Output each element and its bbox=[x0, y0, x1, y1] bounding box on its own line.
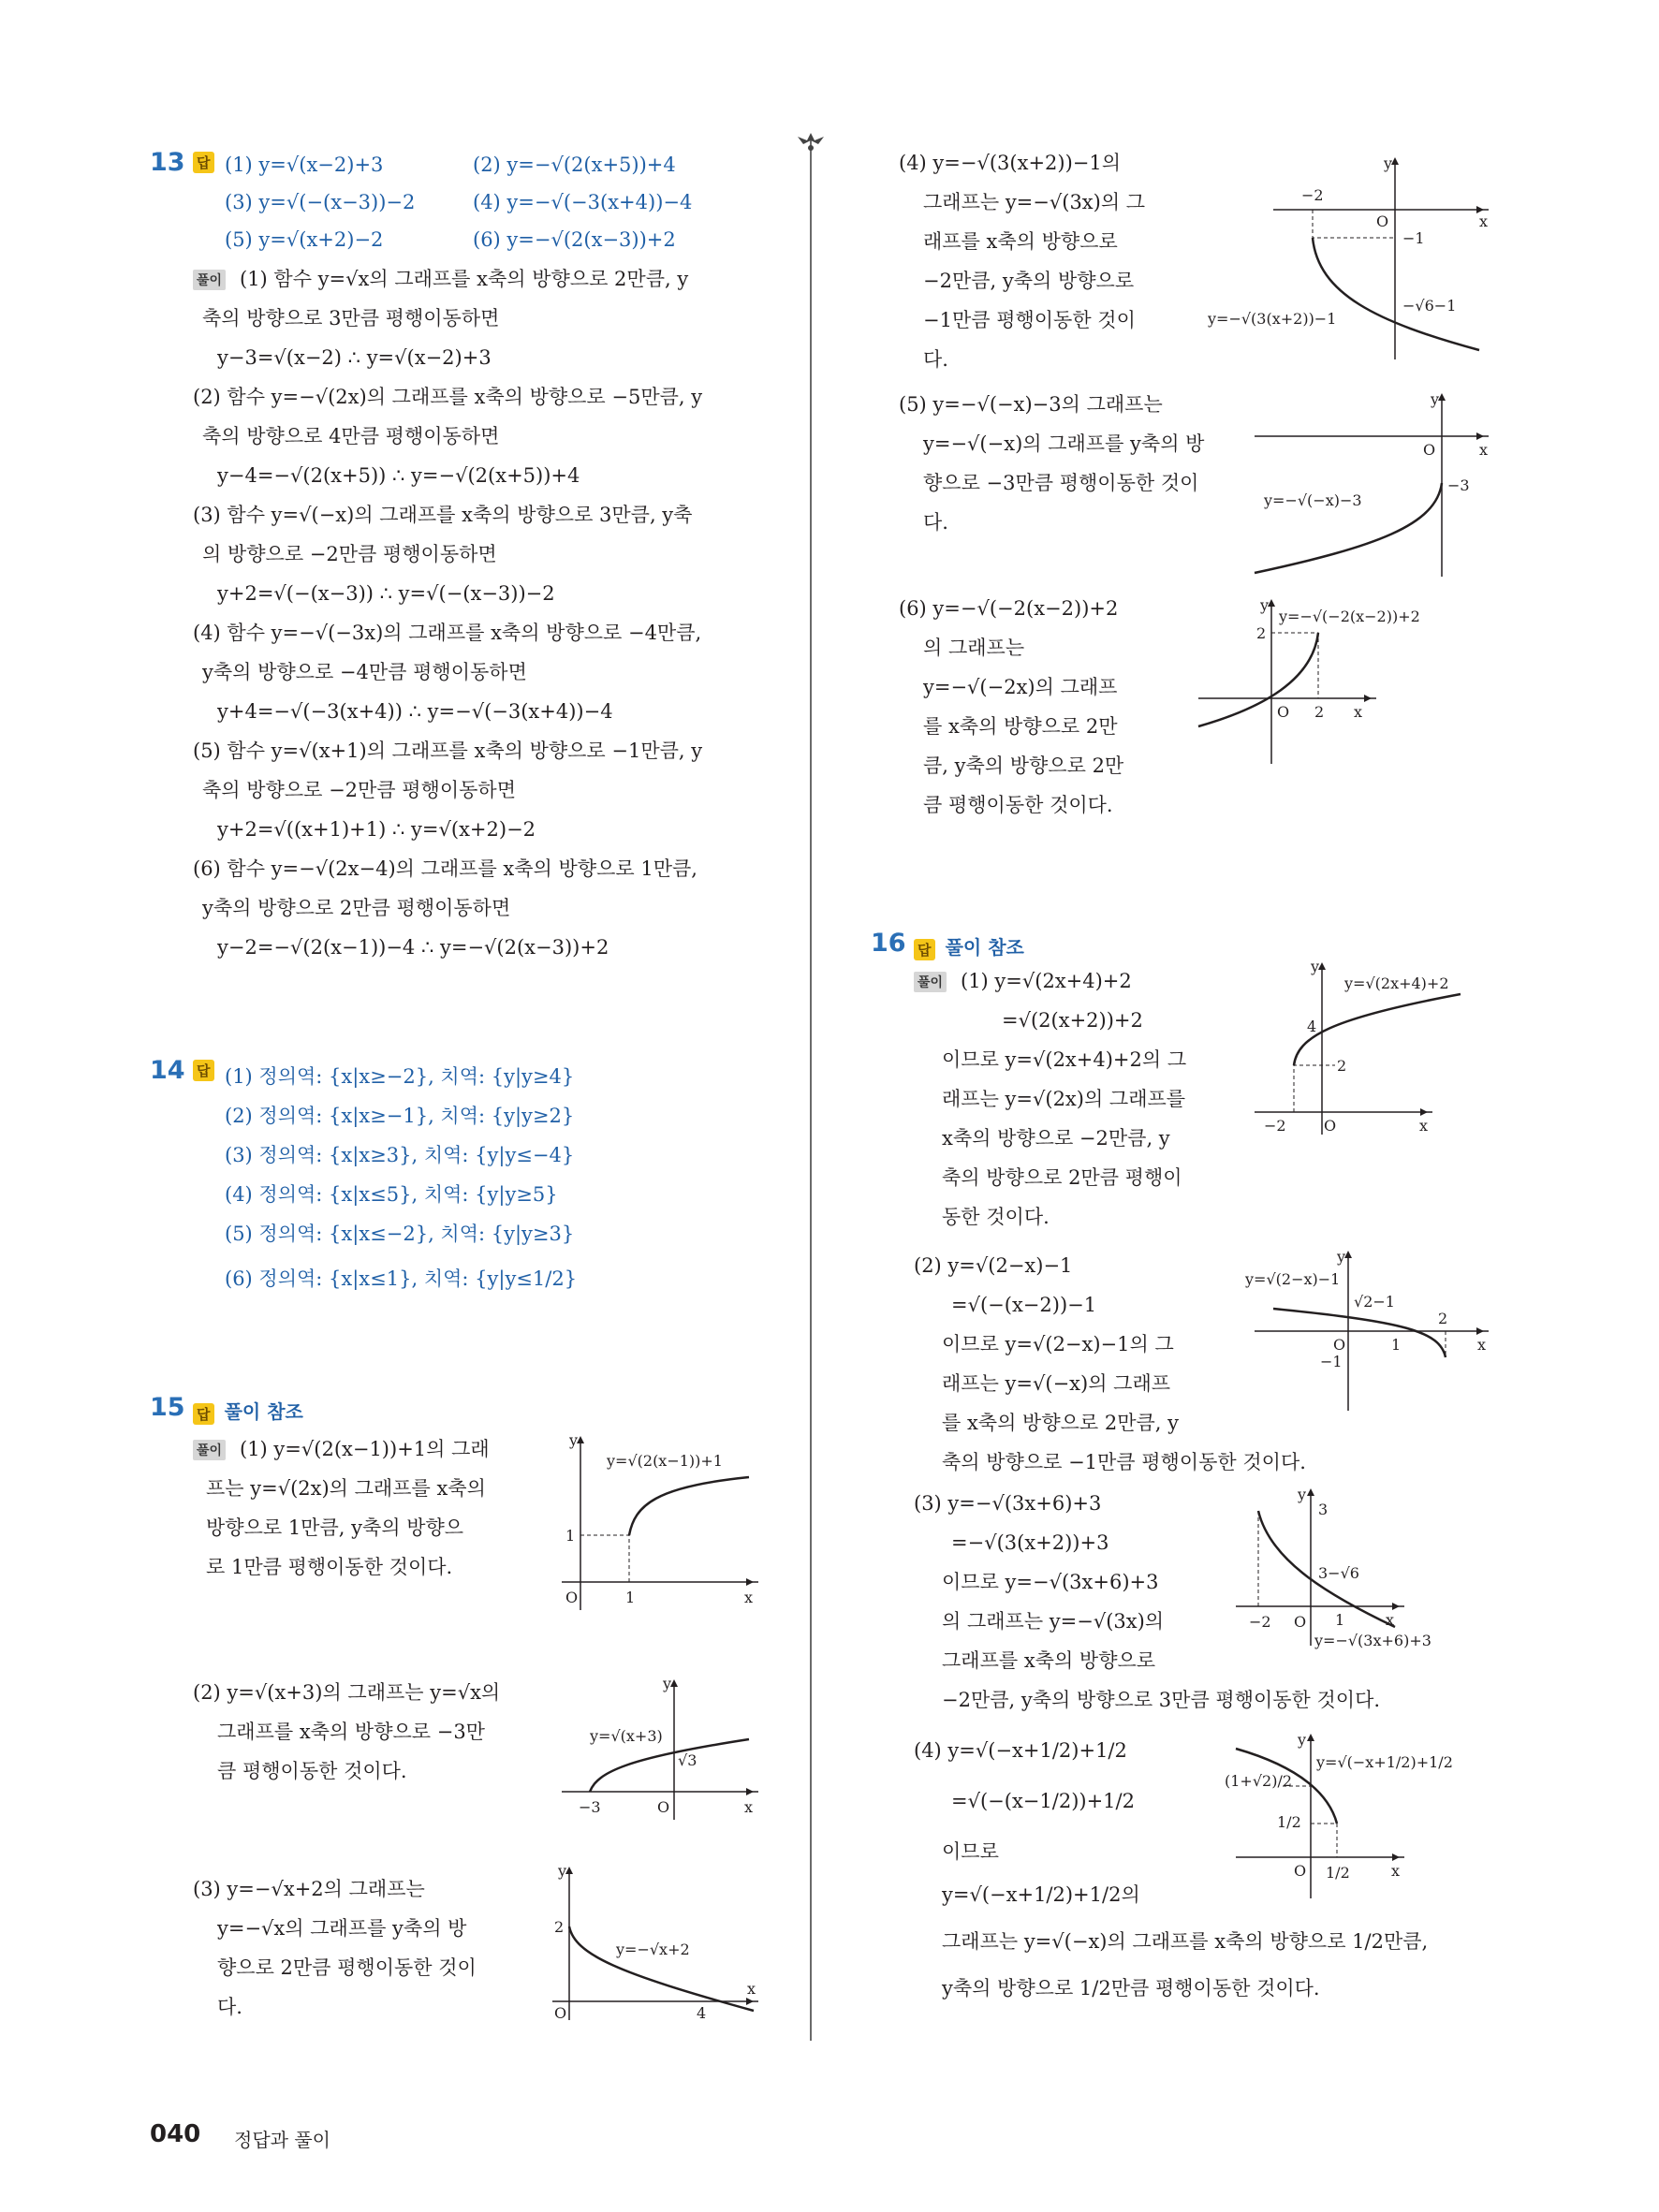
answer-badge: 답 bbox=[193, 1060, 214, 1081]
answer-2: (2) y=−√(2(x+5))+4 bbox=[473, 154, 676, 176]
tick-label: −1 bbox=[1402, 229, 1425, 247]
problem-15-part-4 bbox=[899, 154, 1498, 397]
graph-15-2 bbox=[552, 1674, 768, 1824]
solution-line: y축의 방향으로 2만큼 평행이동하면 bbox=[202, 897, 511, 919]
solution-line: 축의 방향으로 3만큼 평행이동하면 bbox=[202, 307, 500, 330]
problem-number: 16 bbox=[871, 929, 906, 958]
solution-line: =√(−(x−1/2))+1/2 bbox=[951, 1790, 1135, 1812]
page-title: 정답과 풀이 bbox=[234, 2129, 330, 2151]
origin-label: O bbox=[1376, 212, 1389, 230]
y-axis-label: y bbox=[1384, 154, 1393, 172]
graph-15-5 bbox=[1236, 389, 1498, 586]
tick-label: 1 bbox=[565, 1527, 576, 1545]
solution-line: 큼 평행이동한 것이다. bbox=[923, 794, 1113, 816]
graph-equation: y=−√(3x+6)+3 bbox=[1314, 1632, 1431, 1649]
solution-line: 축의 방향으로 2만큼 평행이 bbox=[942, 1166, 1182, 1189]
x-axis-label: x bbox=[744, 1798, 754, 1816]
tick-label: √2−1 bbox=[1354, 1293, 1395, 1311]
graph-equation: y=√(x+3) bbox=[590, 1727, 663, 1745]
tick-label: 1/2 bbox=[1277, 1813, 1301, 1831]
tick-label: √3 bbox=[678, 1751, 697, 1769]
solution-line: 그래프는 y=√(−x)의 그래프를 x축의 방향으로 1/2만큼, bbox=[942, 1930, 1429, 1953]
y-axis-label: y bbox=[1298, 1487, 1307, 1503]
origin-label: O bbox=[565, 1589, 579, 1606]
origin-label: O bbox=[1294, 1613, 1307, 1631]
solution-line: 이므로 bbox=[942, 1840, 999, 1863]
solution-line: (1) y=√(2(x−1))+1의 그래 bbox=[240, 1438, 490, 1460]
answer-4: (4) y=−√(−3(x+4))−4 bbox=[473, 191, 693, 213]
origin-label: O bbox=[1277, 703, 1290, 721]
graph-15-4 bbox=[1208, 154, 1498, 369]
solution-line: 다. bbox=[217, 1996, 242, 2018]
solution-line: 이므로 y=−√(3x+6)+3 bbox=[942, 1571, 1159, 1593]
solution-line: 그래프를 x축의 방향으로 bbox=[942, 1649, 1156, 1672]
solution-line: y=−√(−2x)의 그래프 bbox=[923, 676, 1118, 698]
ornament-icon bbox=[792, 129, 830, 157]
y-axis-label: y bbox=[663, 1675, 672, 1692]
solution-line: (4) 함수 y=−√(−3x)의 그래프를 x축의 방향으로 −4만큼, bbox=[193, 622, 702, 644]
solution-line: 다. bbox=[923, 511, 948, 534]
solution-line: −1만큼 평행이동한 것이 bbox=[923, 309, 1136, 331]
answer-5: (5) y=√(x+2)−2 bbox=[225, 228, 384, 251]
y-axis-label: y bbox=[1337, 1248, 1346, 1266]
solution-badge: 풀이 bbox=[193, 270, 226, 290]
solution-line: (1) y=√(2x+4)+2 bbox=[961, 970, 1132, 992]
answer-4: (4) 정의역: {x|x≤5}, 치역: {y|y≥5} bbox=[225, 1183, 558, 1206]
answer-6: (6) y=−√(2(x−3))+2 bbox=[473, 228, 676, 251]
graph-15-6 bbox=[1189, 595, 1498, 773]
tick-label: −√6−1 bbox=[1402, 297, 1457, 315]
tick-label: −3 bbox=[579, 1798, 601, 1816]
solution-line: =√(2(x+2))+2 bbox=[1002, 1009, 1143, 1032]
solution-line: (4) y=√(−x+1/2)+1/2 bbox=[914, 1739, 1127, 1762]
solution-line: (6) y=−√(−2(x−2))+2 bbox=[899, 597, 1119, 620]
graph-equation: y=−√(−2(x−2))+2 bbox=[1279, 608, 1420, 625]
x-axis-label: x bbox=[1477, 1336, 1487, 1354]
solution-line: y=−√(−x)의 그래프를 y축의 방 bbox=[923, 432, 1205, 455]
problem-number: 13 bbox=[150, 148, 185, 177]
tick-label: 4 bbox=[1307, 1018, 1317, 1035]
solution-line: x축의 방향으로 −2만큼, y bbox=[942, 1127, 1170, 1150]
y-axis-label: y bbox=[1431, 390, 1440, 408]
solution-line: y=√(−x+1/2)+1/2의 bbox=[942, 1883, 1140, 1906]
solution-badge: 풀이 bbox=[193, 1440, 226, 1460]
solution-line: 축의 방향으로 −2만큼 평행이동하면 bbox=[202, 779, 516, 801]
answer-1: (1) y=√(x−2)+3 bbox=[225, 154, 384, 176]
solution-line: y−3=√(x−2) ∴ y=√(x−2)+3 bbox=[217, 346, 492, 369]
origin-label: O bbox=[1423, 441, 1436, 459]
graph-equation: y=−√(−x)−3 bbox=[1264, 491, 1362, 509]
solution-line: 이므로 y=√(2x+4)+2의 그 bbox=[942, 1048, 1187, 1071]
solution-line: (5) y=−√(−x)−3의 그래프는 bbox=[899, 393, 1163, 416]
x-axis-label: x bbox=[1479, 212, 1489, 230]
graph-equation: y=√(2x+4)+2 bbox=[1344, 974, 1449, 992]
solution-line: y+4=−√(−3(x+4)) ∴ y=−√(−3(x+4))−4 bbox=[217, 700, 613, 723]
solution-line: 그래프는 y=−√(3x)의 그 bbox=[923, 191, 1146, 213]
y-axis-label: y bbox=[558, 1862, 567, 1880]
solution-line: 축의 방향으로 −1만큼 평행이동한 것이다. bbox=[942, 1451, 1306, 1473]
problem-16 bbox=[871, 929, 1498, 2052]
problem-15 bbox=[150, 1393, 768, 2048]
solution-line: y축의 방향으로 −4만큼 평행이동하면 bbox=[202, 661, 527, 683]
graph-equation: y=−√x+2 bbox=[616, 1941, 690, 1958]
graph-16-2 bbox=[1236, 1247, 1498, 1415]
x-axis-label: x bbox=[747, 1980, 756, 1998]
solution-line: 의 그래프는 y=−√(3x)의 bbox=[942, 1610, 1165, 1633]
y-axis-label: y bbox=[1311, 958, 1320, 975]
graph-16-1 bbox=[1245, 957, 1498, 1144]
tick-label: 4 bbox=[697, 2004, 707, 2022]
answer-badge: 답 bbox=[193, 152, 214, 173]
solution-line: 를 x축의 방향으로 2만큼, y bbox=[942, 1412, 1180, 1434]
solution-line: (3) y=−√(3x+6)+3 bbox=[914, 1492, 1102, 1515]
answer-3: (3) 정의역: {x|x≥3}, 치역: {y|y≤−4} bbox=[225, 1144, 575, 1166]
solution-line: −2만큼, y축의 방향으로 bbox=[923, 270, 1135, 292]
answer-2: (2) 정의역: {x|x≥−1}, 치역: {y|y≥2} bbox=[225, 1105, 575, 1127]
tick-label: 2 bbox=[1314, 703, 1325, 721]
x-axis-label: x bbox=[1479, 441, 1489, 459]
problem-number: 14 bbox=[150, 1056, 185, 1085]
solution-line: (1) 함수 y=√x의 그래프를 x축의 방향으로 2만큼, y bbox=[240, 268, 689, 290]
graph-equation: y=√(2(x−1))+1 bbox=[607, 1452, 723, 1470]
solution-line: 의 방향으로 −2만큼 평행이동하면 bbox=[202, 543, 497, 565]
tick-label: 2 bbox=[1256, 624, 1267, 642]
tick-label: 3 bbox=[1318, 1501, 1329, 1518]
y-axis-label: y bbox=[1298, 1731, 1307, 1749]
tick-label: −2 bbox=[1264, 1117, 1286, 1135]
solution-line: y−4=−√(2(x+5)) ∴ y=−√(2(x+5))+4 bbox=[217, 464, 580, 487]
x-axis-label: x bbox=[744, 1589, 754, 1606]
y-axis-label: y bbox=[1260, 596, 1270, 614]
solution-line: (6) 함수 y=−√(2x−4)의 그래프를 x축의 방향으로 1만큼, bbox=[193, 857, 697, 880]
graph-equation: y=−√(3(x+2))−1 bbox=[1208, 310, 1337, 328]
solution-line: y+2=√(−(x−3)) ∴ y=√(−(x−3))−2 bbox=[217, 582, 555, 605]
answer-3: (3) y=√(−(x−3))−2 bbox=[225, 191, 416, 213]
solution-line: 큼 평행이동한 것이다. bbox=[217, 1760, 407, 1782]
graph-16-3 bbox=[1217, 1487, 1498, 1655]
solution-line: y−2=−√(2(x−1))−4 ∴ y=−√(2(x−3))+2 bbox=[217, 936, 609, 959]
solution-line: 래프를 x축의 방향으로 bbox=[923, 230, 1118, 253]
solution-line: y+2=√((x+1)+1) ∴ y=√(x+2)−2 bbox=[217, 818, 536, 841]
tick-label: 1 bbox=[1391, 1336, 1402, 1354]
tick-label: −3 bbox=[1447, 476, 1470, 494]
solution-line: 프는 y=√(2x)의 그래프를 x축의 bbox=[206, 1477, 486, 1500]
problem-15-part-5 bbox=[899, 390, 1498, 582]
solution-line: =√(−(x−2))−1 bbox=[951, 1294, 1097, 1316]
solution-line: 의 그래프는 bbox=[923, 637, 1025, 659]
tick-label: (1+√2)/2 bbox=[1225, 1772, 1293, 1790]
solution-badge: 풀이 bbox=[914, 972, 947, 992]
origin-label: O bbox=[657, 1798, 670, 1816]
solution-line: 방향으로 1만큼, y축의 방향으 bbox=[206, 1516, 464, 1539]
problem-number: 15 bbox=[150, 1393, 185, 1422]
solution-line: 향으로 2만큼 평행이동한 것이 bbox=[217, 1956, 477, 1979]
tick-label: −2 bbox=[1301, 186, 1324, 204]
answer-text: 풀이 참조 bbox=[224, 1400, 303, 1423]
solution-line: (2) y=√(2−x)−1 bbox=[914, 1254, 1073, 1277]
graph-15-1 bbox=[552, 1430, 768, 1618]
solution-line: 래프는 y=√(−x)의 그래프 bbox=[942, 1372, 1171, 1395]
solution-line: 큼, y축의 방향으로 2만 bbox=[923, 754, 1124, 777]
problem-13 bbox=[150, 148, 768, 962]
problem-14 bbox=[150, 1056, 768, 1318]
solution-line: (4) y=−√(3(x+2))−1의 bbox=[899, 152, 1122, 174]
x-axis-label: x bbox=[1419, 1117, 1429, 1135]
solution-line: 향으로 −3만큼 평행이동한 것이 bbox=[923, 472, 1199, 494]
solution-line: 이므로 y=√(2−x)−1의 그 bbox=[942, 1333, 1174, 1355]
answer-6: (6) 정의역: {x|x≤1}, 치역: {y|y≤1/2} bbox=[225, 1267, 578, 1290]
solution-line: 래프는 y=√(2x)의 그래프를 bbox=[942, 1088, 1186, 1110]
graph-equation: y=√(2−x)−1 bbox=[1245, 1270, 1341, 1288]
x-axis-label: x bbox=[1386, 1611, 1395, 1629]
tick-label: 1/2 bbox=[1326, 1864, 1350, 1882]
column-divider bbox=[810, 140, 812, 2041]
solution-line: y축의 방향으로 1/2만큼 평행이동한 것이다. bbox=[942, 1977, 1320, 2000]
solution-line: =−√(3(x+2))+3 bbox=[951, 1531, 1109, 1554]
page-number: 040 bbox=[150, 2120, 201, 2148]
solution-line: (2) 함수 y=−√(2x)의 그래프를 x축의 방향으로 −5만큼, y bbox=[193, 386, 703, 408]
solution-line: −2만큼, y축의 방향으로 3만큼 평행이동한 것이다. bbox=[942, 1689, 1381, 1711]
tick-label: 2 bbox=[1438, 1310, 1448, 1327]
origin-label: O bbox=[1333, 1336, 1346, 1354]
solution-line: 다. bbox=[923, 348, 948, 371]
tick-label: −1 bbox=[1320, 1353, 1343, 1370]
origin-label: O bbox=[554, 2004, 567, 2022]
solution-line: 로 1만큼 평행이동한 것이다. bbox=[206, 1556, 453, 1578]
tick-label: 3−√6 bbox=[1318, 1564, 1359, 1582]
answer-1: (1) 정의역: {x|x≥−2}, 치역: {y|y≥4} bbox=[225, 1065, 575, 1088]
origin-label: O bbox=[1294, 1862, 1307, 1880]
solution-line: y=−√x의 그래프를 y축의 방 bbox=[217, 1917, 467, 1940]
tick-label: 1 bbox=[1335, 1611, 1345, 1629]
solution-line: (5) 함수 y=√(x+1)의 그래프를 x축의 방향으로 −1만큼, y bbox=[193, 740, 703, 762]
solution-line: (2) y=√(x+3)의 그래프는 y=√x의 bbox=[193, 1681, 501, 1704]
solution-line: (3) 함수 y=√(−x)의 그래프를 x축의 방향으로 3만큼, y축 bbox=[193, 504, 693, 526]
graph-equation: y=√(−x+1/2)+1/2 bbox=[1316, 1753, 1453, 1771]
answer-5: (5) 정의역: {x|x≤−2}, 치역: {y|y≥3} bbox=[225, 1223, 575, 1245]
answer-badge: 답 bbox=[193, 1403, 214, 1425]
tick-label: −2 bbox=[1249, 1613, 1271, 1631]
tick-label: 1 bbox=[625, 1589, 636, 1606]
problem-15-part-6 bbox=[899, 596, 1498, 842]
x-axis-label: x bbox=[1391, 1862, 1401, 1880]
solution-line: 그래프를 x축의 방향으로 −3만 bbox=[217, 1721, 485, 1743]
x-axis-label: x bbox=[1354, 703, 1363, 721]
graph-16-4 bbox=[1217, 1730, 1498, 1908]
solution-line: 를 x축의 방향으로 2만 bbox=[923, 715, 1118, 738]
origin-label: O bbox=[1324, 1117, 1337, 1135]
tick-label: 2 bbox=[554, 1918, 565, 1936]
answer-badge: 답 bbox=[914, 939, 935, 960]
solution-line: (3) y=−√x+2의 그래프는 bbox=[193, 1878, 425, 1900]
solution-line: 축의 방향으로 4만큼 평행이동하면 bbox=[202, 425, 500, 447]
tick-label: 2 bbox=[1337, 1057, 1347, 1075]
graph-15-3 bbox=[543, 1861, 768, 2029]
solution-line: 동한 것이다. bbox=[942, 1206, 1050, 1228]
answer-text: 풀이 참조 bbox=[945, 936, 1024, 959]
y-axis-label: y bbox=[569, 1431, 579, 1449]
